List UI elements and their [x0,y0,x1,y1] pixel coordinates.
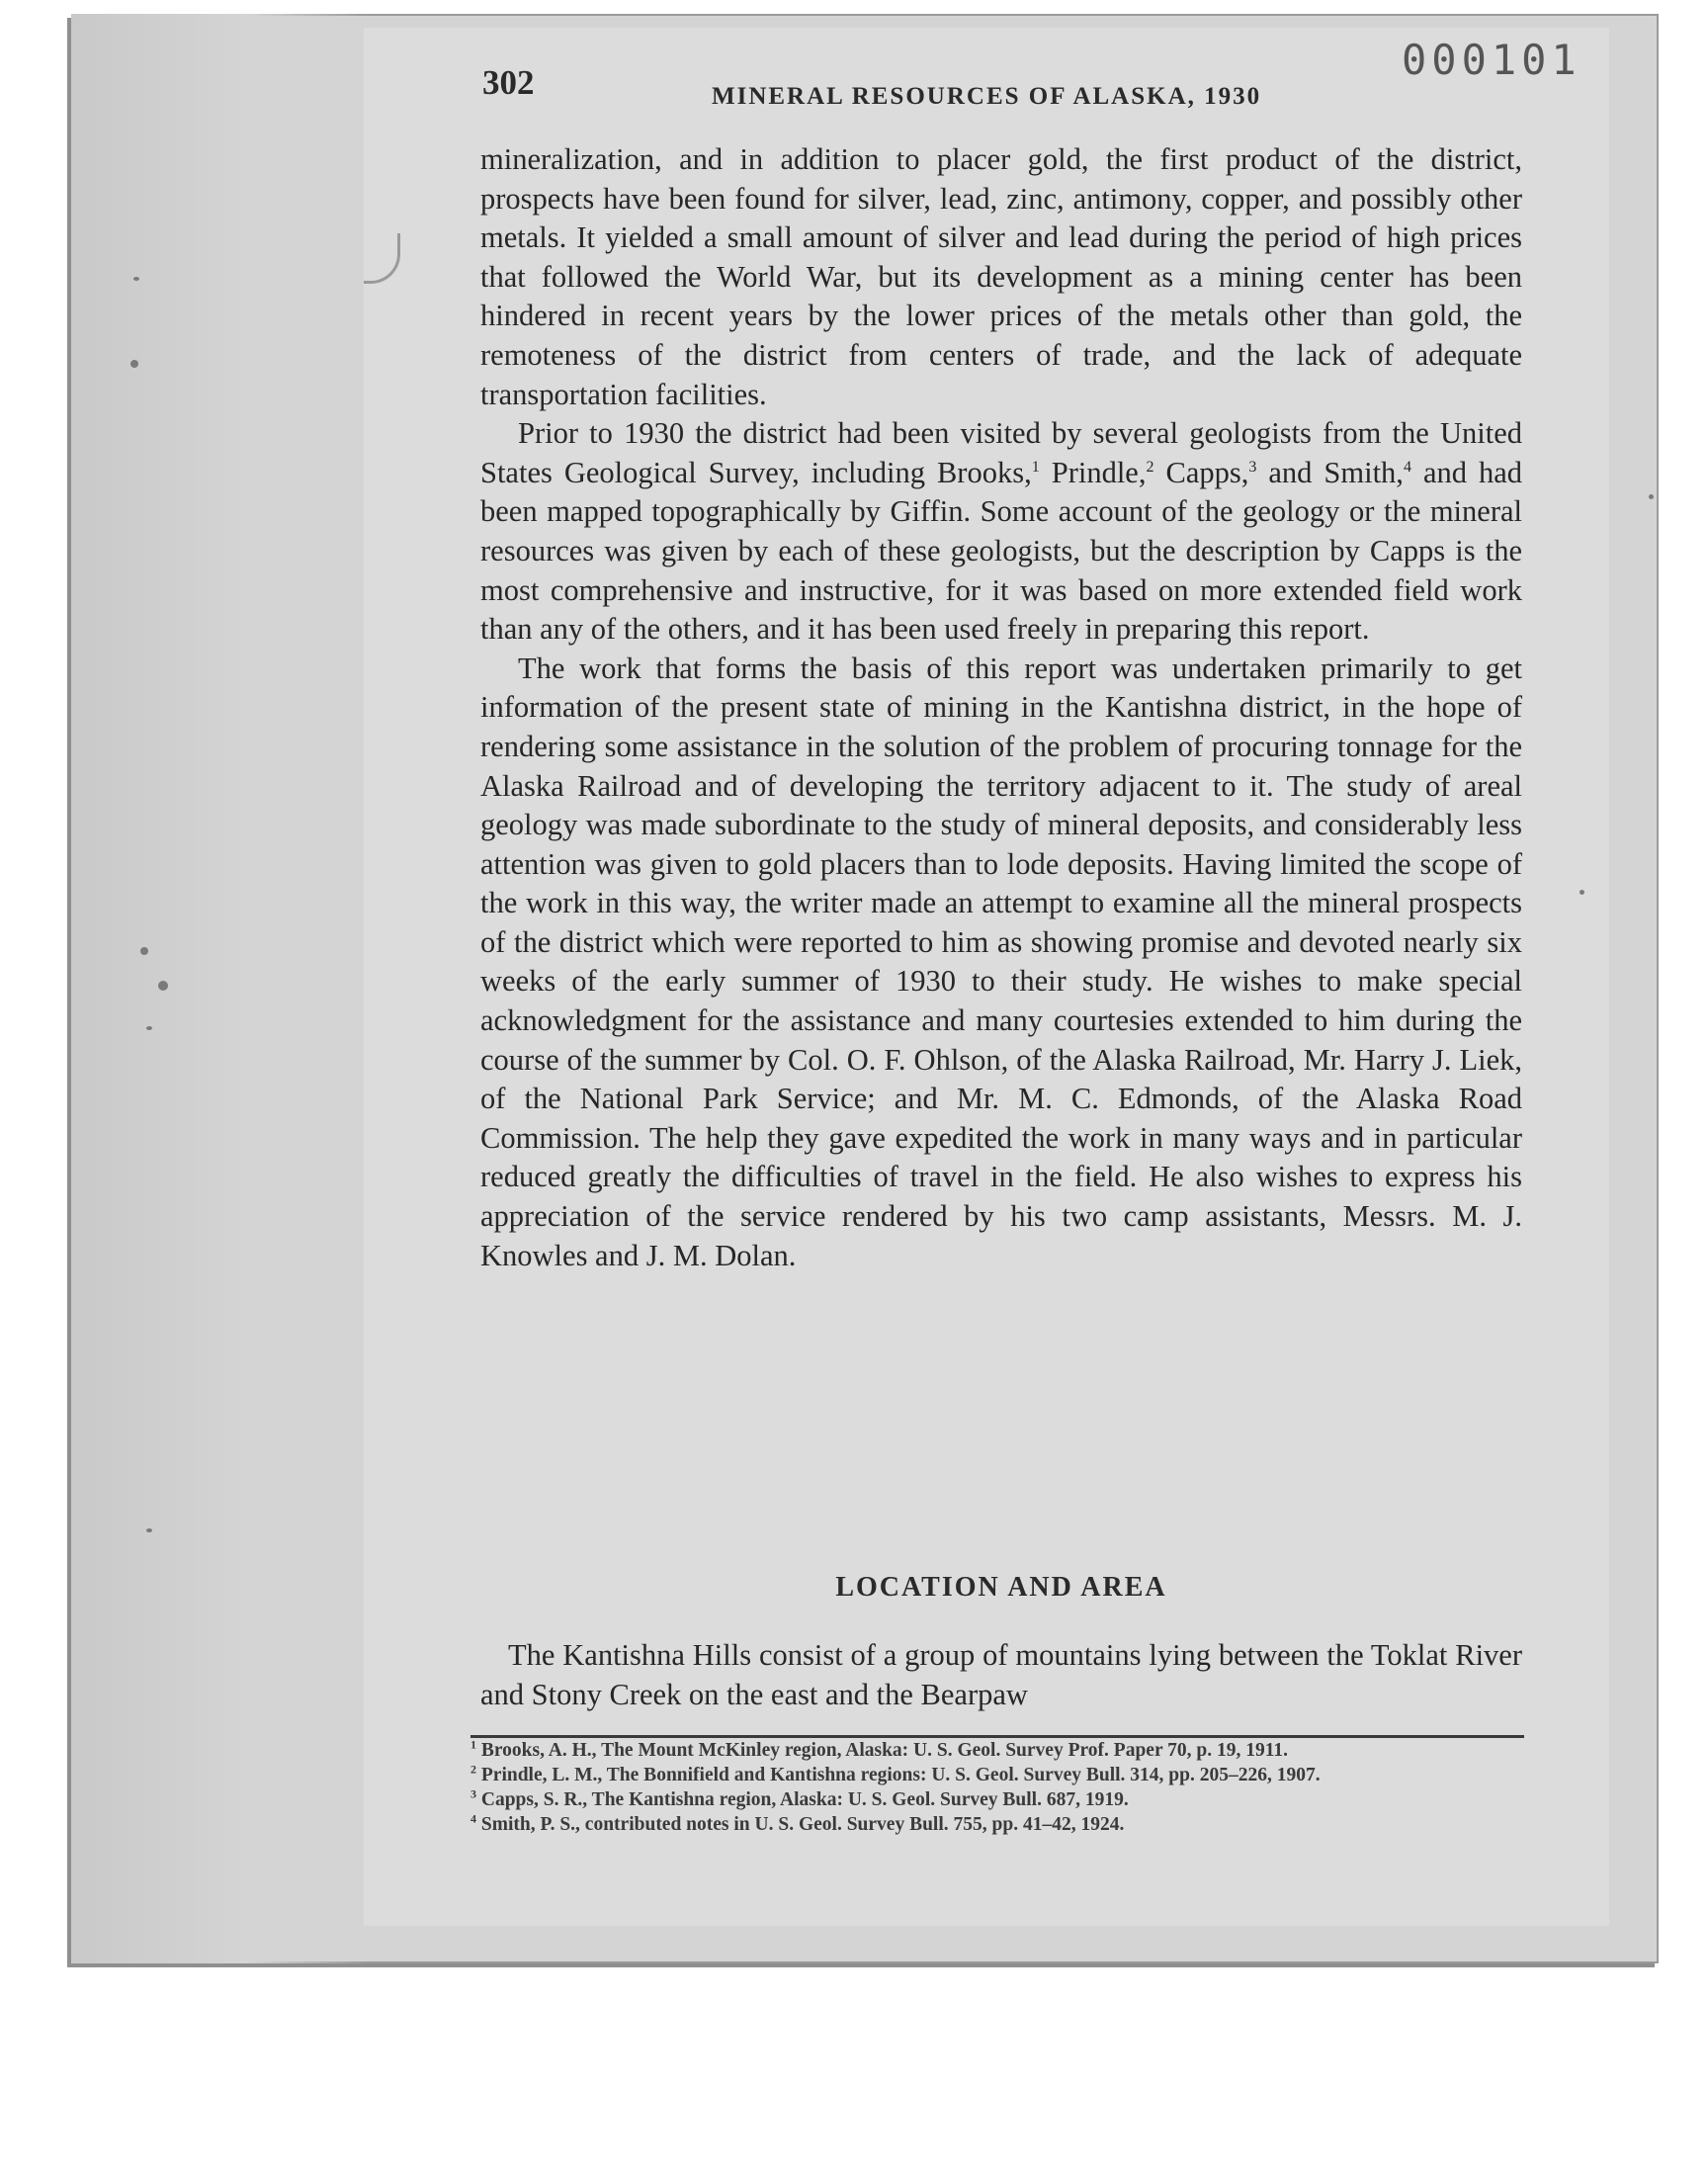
footnote-mark: 3 [470,1786,476,1801]
footnote-3 [470,1786,1524,1811]
scan-speck [146,1528,152,1532]
footnote-rule [470,1735,1524,1738]
scan-speck [140,947,148,955]
paragraph-2-text: and had been mapped topographically by Giffin. Some account of the geology or the mineral resources was given by each of these geologists, but the description by Capps is the most comprehensive and instructive, for it was based on more extended field work than any of the others, and it has been used freely in preparing this report. [480,455,1523,647]
page-number: 302 [482,63,535,102]
paragraph-2 [480,414,1522,650]
scan-speck [1580,890,1584,895]
footnote-ref: 3 [1248,458,1257,476]
scan-speck [158,981,168,991]
footnote-text: Capps, S. R., The Kantishna region, Alaska: U. S. Geol. Survey Bull. 687, 1919. [480,1789,1129,1810]
running-head: MINERAL RESOURCES OF ALASKA, 1930 [712,83,1262,110]
paragraph-2-text: Prior to 1930 the district had been visited by several geologists from the United States Geological Survey, including Brooks, [480,416,1522,489]
paragraph-1: mineralization, and in addition to placer gold, the first product of the district, prospects have been found for silver, lead, zinc, antimony, copper, and possibly other metals. It yielded a small amount of silver and lead during the period of high prices that followed the World War, but its development as a mining center has been hindered in recent years by the lower prices of the metals other than gold, the remoteness of the district from centers of trade, and the lack of adequate transportation facilities. [480,142,1522,411]
paragraph-2-text: Capps, [1153,455,1249,489]
body-text [480,140,1522,1275]
footnote-mark: 1 [470,1737,476,1752]
scan-speck [1649,494,1654,499]
footnote-4 [470,1811,1524,1836]
footnotes [470,1737,1524,1839]
archive-stamp-number: 000101 [1402,36,1581,84]
footnote-mark: 4 [470,1811,476,1826]
footnote-2 [470,1762,1524,1786]
paragraph-3: The work that forms the basis of this report was undertaken primarily to get information of the present state of mining in the Kantishna district, in the hope of rendering some assistance in the solution of the problem of procuring tonnage for the Alaska Railroad and of developing the territory adjacent to it. The study of areal geology was made subordinate to the study of mineral deposits, and considerably less attention was given to gold placers than to lode deposits. Having limited the scope of the work in this way, the writer made an attempt to examine all the mineral prospects of the district which were reported to him as showing promise and devoted nearly six weeks of the early summer of 1930 to their study. He wishes to make special acknowledgment for the assistance and many courtesies extended to him during the course of the summer by Col. O. F. Ohlson, of the Alaska Railroad, Mr. Harry J. Liek, of the National Park Service; and Mr. M. C. Edmonds, of the Alaska Road Commission. The help they gave expedited the work in many ways and in particular reduced greatly the difficulties of travel in the field. He also wishes to express his appreciation of the service rendered by his two camp assistants, Messrs. M. J. Knowles and J. M. Dolan. [480,651,1522,1272]
paragraph-2-text: and Smith, [1256,455,1404,489]
scan-speck [146,1026,152,1030]
scan-margin-shadow [71,14,368,1963]
footnote-ref: 1 [1031,458,1040,476]
paragraph-2-text: Prindle, [1039,455,1147,489]
footnote-text: Brooks, A. H., The Mount McKinley region, Alaska: U. S. Geol. Survey Prof. Paper 70, p. 19, 1911. [480,1740,1289,1761]
footnote-ref: 2 [1146,458,1154,476]
footnote-1 [470,1737,1524,1762]
footnote-text: Prindle, L. M., The Bonnifield and Kantishna regions: U. S. Geol. Survey Bull. 314, pp. 205–226, 1907. [480,1765,1321,1785]
footnote-text: Smith, P. S., contributed notes in U. S. Geol. Survey Bull. 755, pp. 41–42, 1924. [480,1814,1125,1835]
section-paragraph: The Kantishna Hills consist of a group of mountains lying between the Toklat River and Stony Creek on the east and the Bearpaw [480,1638,1522,1711]
footnote-mark: 2 [470,1762,476,1777]
scan-speck [133,277,139,281]
scan-speck [130,360,138,368]
footnote-ref: 4 [1403,458,1411,476]
section-heading: LOCATION AND AREA [835,1572,1167,1603]
